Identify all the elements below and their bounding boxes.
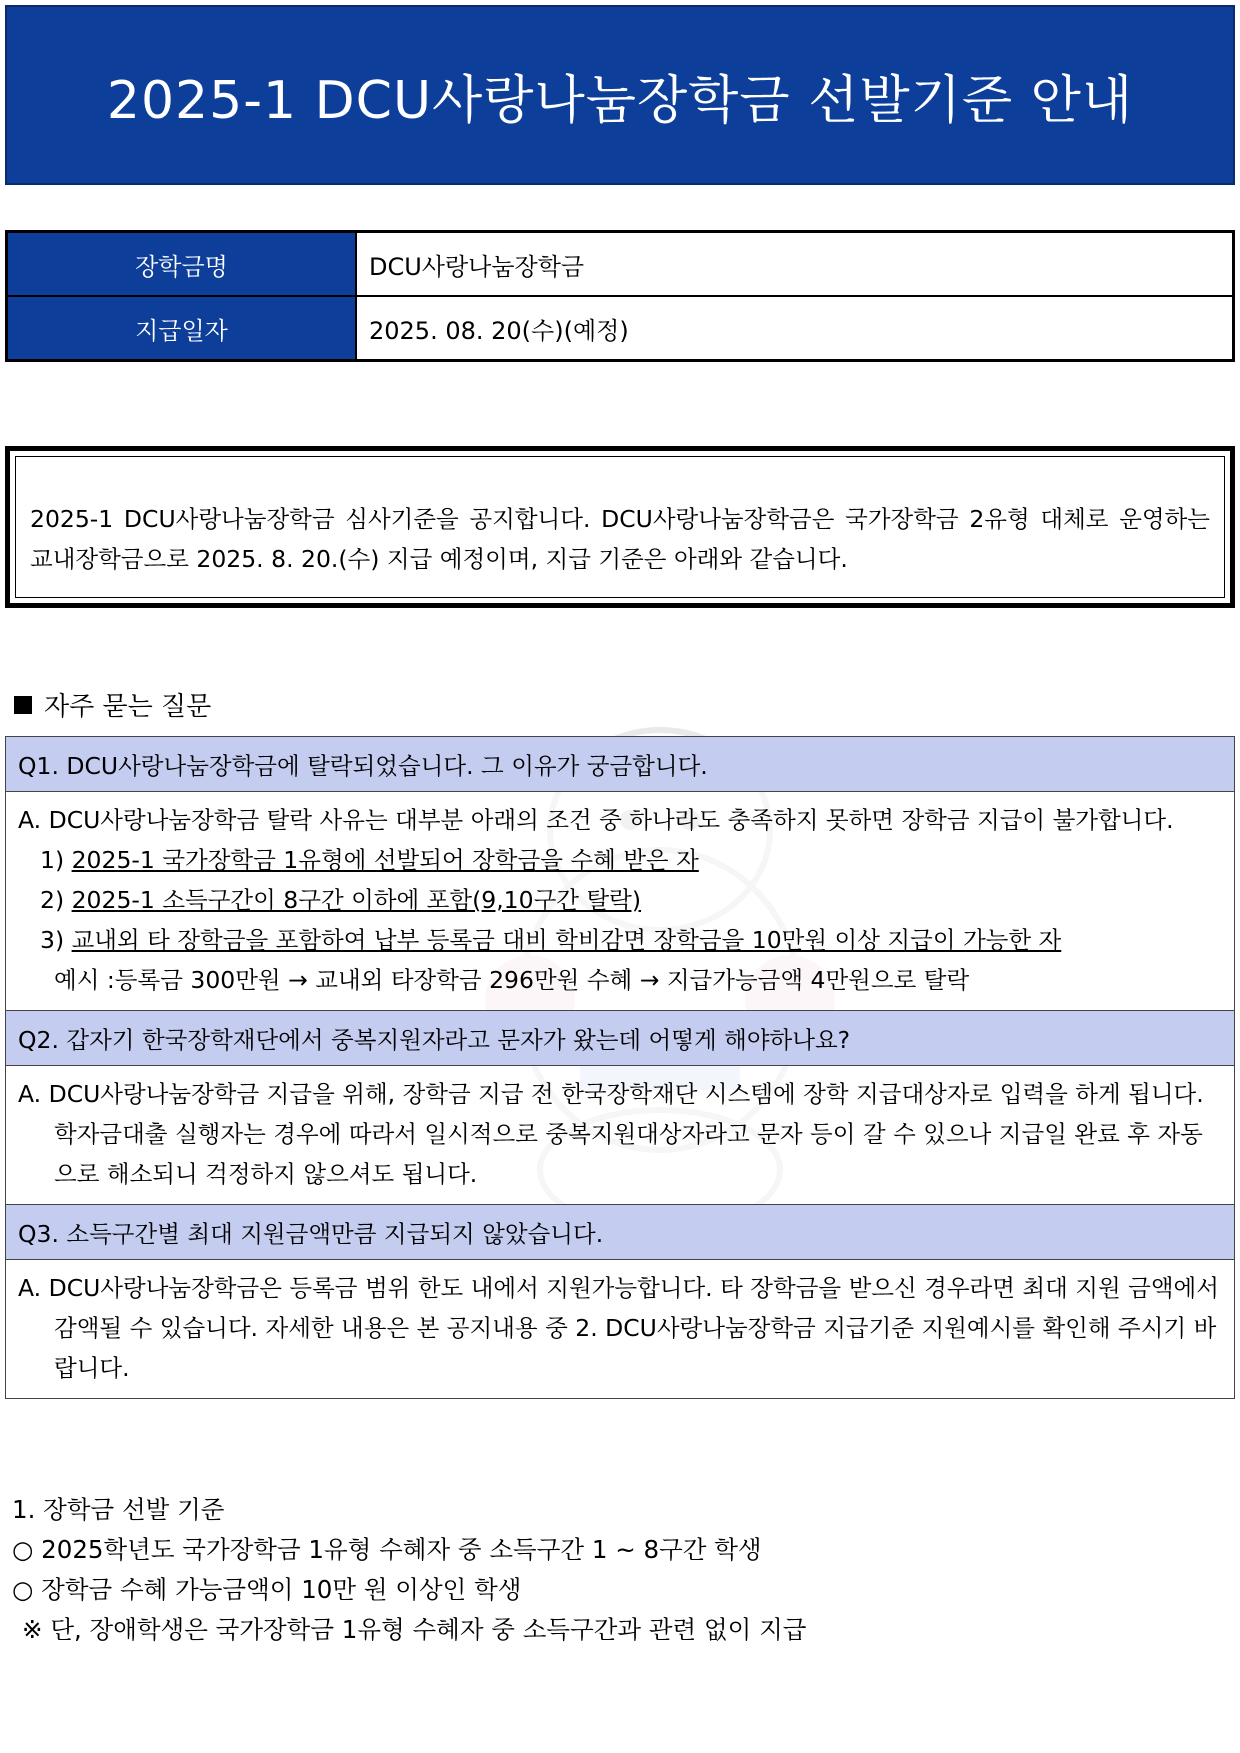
square-bullet-icon xyxy=(14,696,32,714)
table-row xyxy=(6,1260,1235,1399)
list-item-num: 1) xyxy=(40,846,65,874)
page-title: 2025-1 DCU사랑나눔장학금 선발기준 안내 xyxy=(106,70,1134,131)
info-value-date: 2025. 08. 20(수)(예정) xyxy=(356,296,1234,361)
faq-table xyxy=(5,736,1235,1399)
faq-question-1: Q1. DCU사랑나눔장학금에 탈락되었습니다. 그 이유가 궁금합니다. xyxy=(6,737,1235,792)
notice-box xyxy=(5,446,1235,608)
faq-example: 예시 :등록금 300만원 → 교내외 타장학금 296만원 수혜 → 지급가능금액 4만원으로 탈락 xyxy=(54,966,970,994)
list-item-num: 3) xyxy=(40,926,65,954)
criteria-note: ※ 단, 장애학생은 국가장학금 1유형 수혜자 중 소득구간과 관련 없이 지급 xyxy=(22,1615,807,1644)
faq-question-2: Q2. 갑자기 한국장학재단에서 중복지원자라고 문자가 왔는데 어떻게 해야하나요? xyxy=(6,1011,1235,1066)
list-item-text: 교내외 타 장학금을 포함하여 납부 등록금 대비 학비감면 장학금을 10만원 이상 지급이 가능한 자 xyxy=(71,926,1062,954)
list-item: ○ 2025학년도 국가장학금 1유형 수혜자 중 소득구간 1 ~ 8구간 학생 xyxy=(12,1535,762,1564)
faq-answer-1 xyxy=(6,792,1235,1011)
selection-criteria xyxy=(12,1490,806,1650)
faq-heading xyxy=(14,686,211,723)
faq-answer-3 xyxy=(6,1260,1235,1399)
table-row xyxy=(6,737,1235,792)
faq-answer-1-text: A. DCU사랑나눔장학금 탈락 사유는 대부분 아래의 조건 중 하나라도 충족하지 못하면 장학금 지급이 불가합니다. xyxy=(18,806,1174,834)
faq-question-3: Q3. 소득구간별 최대 지원금액만큼 지급되지 않았습니다. xyxy=(6,1205,1235,1260)
faq-answer-3-first: A. DCU사랑나눔장학금은 등록금 범위 한도 내에서 지원가능합니다. 타 장학금을 받으신 경우라면 최대 지원 금액에서 xyxy=(18,1274,1219,1302)
list-item-text: 2025-1 국가장학금 1유형에 선발되어 장학금을 수혜 받은 자 xyxy=(71,846,699,874)
list-item xyxy=(18,880,1222,920)
faq-answer-2-first: A. DCU사랑나눔장학금 지급을 위해, 장학금 지급 전 한국장학재단 시스템에 장학 지급대상자로 입력을 하게 됩니다. xyxy=(18,1080,1204,1108)
table-row xyxy=(6,1066,1235,1205)
list-item xyxy=(18,920,1222,960)
list-item xyxy=(18,840,1222,880)
faq-answer-2 xyxy=(6,1066,1235,1205)
list-item-text: 2025-1 소득구간이 8구간 이하에 포함(9,10구간 탈락) xyxy=(71,886,642,914)
scholarship-info-table xyxy=(5,230,1235,362)
info-label-name: 장학금명 xyxy=(7,232,357,297)
table-row xyxy=(6,1011,1235,1066)
table-row xyxy=(7,296,1234,361)
info-value-name: DCU사랑나눔장학금 xyxy=(356,232,1234,297)
table-row xyxy=(6,1205,1235,1260)
faq-heading-label: 자주 묻는 질문 xyxy=(44,692,212,722)
list-item-num: 2) xyxy=(40,886,65,914)
faq-answer-2-rest: 학자금대출 실행자는 경우에 따라서 일시적으로 중복지원대상자라고 문자 등이 갈 수 있으나 지급일 완료 후 자동으로 해소되니 걱정하지 않으셔도 됩니다. xyxy=(54,1120,1203,1188)
title-banner xyxy=(5,5,1235,185)
info-label-date: 지급일자 xyxy=(7,296,357,361)
criteria-heading: 1. 장학금 선발 기준 xyxy=(12,1495,225,1524)
list-item: ○ 장학금 수혜 가능금액이 10만 원 이상인 학생 xyxy=(12,1575,522,1604)
faq-answer-3-rest: 감액될 수 있습니다. 자세한 내용은 본 공지내용 중 2. DCU사랑나눔장학금 지급기준 지원예시를 확인해 주시기 바랍니다. xyxy=(54,1314,1217,1382)
notice-text: 2025-1 DCU사랑나눔장학금 심사기준을 공지합니다. DCU사랑나눔장학금은 국가장학금 2유형 대체로 운영하는 교내장학금으로 2025. 8. 20.(수) 지급 예정이며, 지급 기준은 아래와 같습니다. xyxy=(15,456,1225,598)
table-row xyxy=(6,792,1235,1011)
table-row xyxy=(7,232,1234,297)
